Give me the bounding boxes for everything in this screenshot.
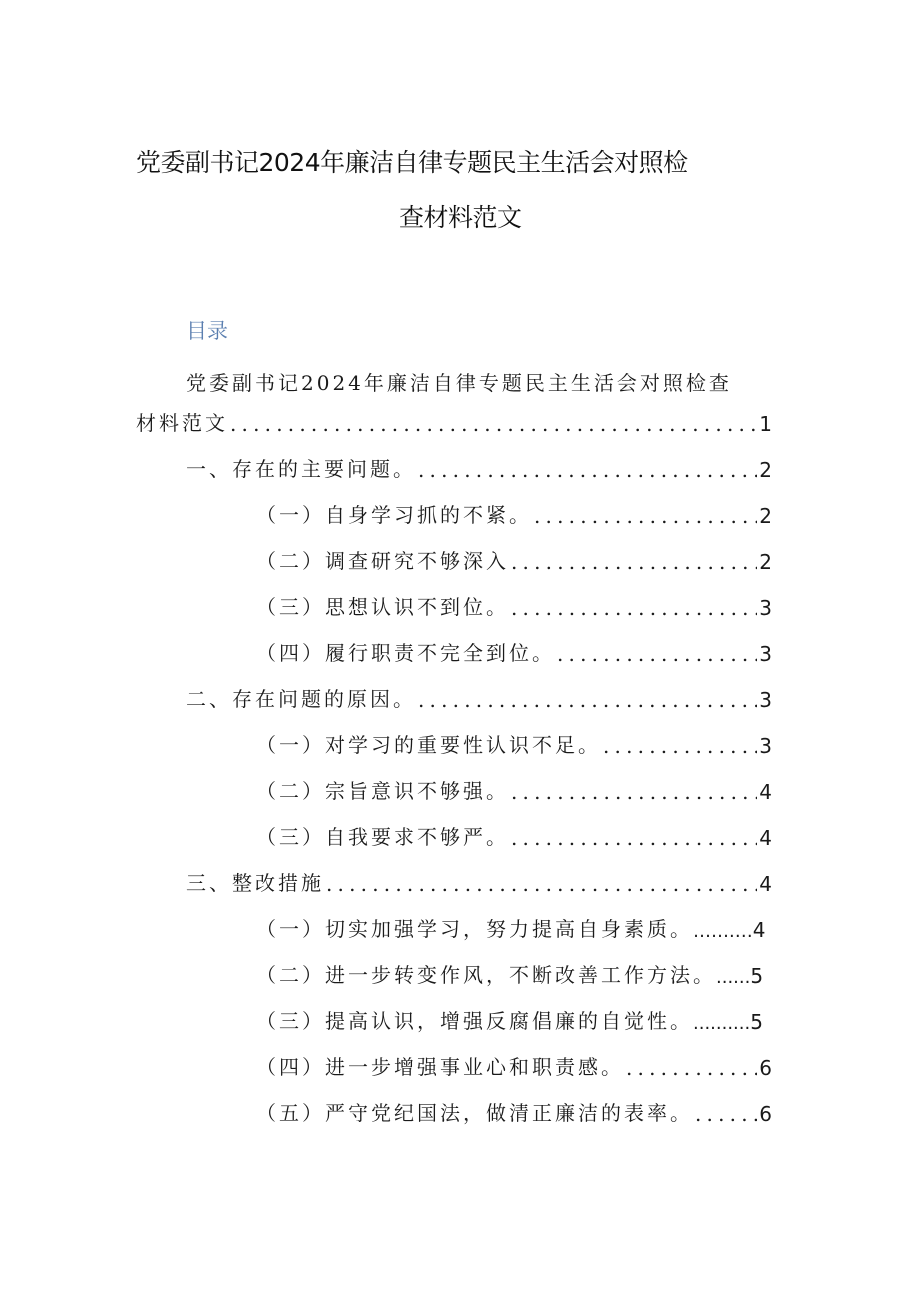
toc-entry-1-1[interactable] [256, 498, 772, 528]
toc-entry-1-4[interactable] [256, 636, 772, 666]
toc-leader-dots [603, 734, 757, 758]
toc-entry-section-3[interactable] [186, 866, 772, 896]
toc-leader-dots [626, 1056, 757, 1080]
toc-leader-text: .......... [693, 1013, 751, 1034]
toc-entry-3-5[interactable] [256, 1096, 772, 1126]
document-title-line-2: 查材料范文 [399, 203, 522, 232]
toc-page-number: 6 [759, 1056, 772, 1080]
toc-entry-2-2[interactable] [256, 774, 772, 804]
toc-entry-3-2[interactable] [256, 958, 763, 988]
toc-page-number: 2 [759, 504, 772, 528]
toc-entry-2-1[interactable] [256, 728, 772, 758]
toc-leader-dots [557, 642, 757, 666]
toc-entry-3-1[interactable] [256, 912, 765, 942]
toc-entry-title[interactable] [136, 406, 772, 436]
toc-page-number: 5 [750, 1010, 763, 1034]
toc-entry-label: （五）严守党纪国法，做清正廉洁的表率。 [256, 1101, 693, 1125]
toc-entry-label: （二）宗旨意识不够强。 [256, 779, 509, 803]
toc-entry-label: （三）提高认识，增强反腐倡廉的自觉性。 [256, 1009, 693, 1033]
toc-entry-label: （三）思想认识不到位。 [256, 595, 509, 619]
toc-page-number: 1 [759, 412, 772, 436]
toc-entry-label: （一）自身学习抓的不紧。 [256, 503, 532, 527]
toc-entry-3-3[interactable] [256, 1004, 763, 1034]
toc-entry-label: （三）自我要求不够严。 [256, 825, 509, 849]
toc-page-number: 4 [752, 918, 766, 942]
toc-page-number: 4 [759, 826, 772, 850]
toc-entry-label: （一）对学习的重要性认识不足。 [256, 733, 601, 757]
toc-heading: 目录 [186, 319, 228, 343]
document-title-line-1: 党委副书记2024年廉洁自律专题民主生活会对照检 [136, 148, 688, 177]
toc-entry-label: （四）进一步增强事业心和职责感。 [256, 1055, 624, 1079]
toc-entry-label: （二）调查研究不够深入 [256, 549, 509, 573]
toc-entry-label: 三、整改措施 [186, 871, 324, 895]
toc-entry-label: （四）履行职责不完全到位。 [256, 641, 555, 665]
toc-leader-dots [695, 1102, 757, 1126]
toc-page-number: 6 [759, 1102, 772, 1126]
toc-entry-label: （一）切实加强学习，努力提高自身素质。 [256, 917, 693, 941]
toc-page-number: 4 [759, 780, 772, 804]
toc-leader-dots [418, 688, 757, 712]
toc-entry-3-4[interactable] [256, 1050, 772, 1080]
toc-entry-section-2[interactable] [186, 682, 772, 712]
toc-leader-dots [534, 504, 757, 528]
toc-leader-text: ...... [716, 967, 751, 988]
toc-leader-dots [511, 596, 757, 620]
toc-page-number: 3 [759, 688, 772, 712]
toc-entry-1-2[interactable] [256, 544, 772, 574]
toc-page-number: 2 [759, 550, 772, 574]
toc-page-number: 3 [759, 642, 772, 666]
toc-entry-label: 材料范文 [136, 411, 228, 435]
toc-page-number: 4 [759, 872, 772, 896]
toc-page-number: 5 [750, 964, 764, 988]
toc-page-number: 2 [759, 458, 772, 482]
toc-entry-label: （二）进一步转变作风，不断改善工作方法。 [256, 963, 716, 987]
toc-entry-label: 二、存在问题的原因。 [186, 687, 416, 711]
toc-leader-dots [230, 412, 757, 436]
toc-page-number: 3 [759, 734, 772, 758]
toc-leader-dots [326, 872, 757, 896]
toc-entry-1-3[interactable] [256, 590, 772, 620]
toc-leader-dots [511, 780, 757, 804]
toc-entry-label: 一、存在的主要问题。 [186, 457, 416, 481]
toc-leader-text: …….… [693, 921, 753, 942]
toc-leader-dots [511, 550, 757, 574]
toc-leader-dots [511, 826, 757, 850]
toc-leader-dots [418, 458, 757, 482]
toc-entry-section-1[interactable] [186, 452, 772, 482]
toc-page-number: 3 [759, 596, 772, 620]
toc-entry-title-line-1[interactable]: 党委副书记2024年廉洁自律专题民主生活会对照检查 [186, 371, 732, 395]
toc-entry-2-3[interactable] [256, 820, 772, 850]
